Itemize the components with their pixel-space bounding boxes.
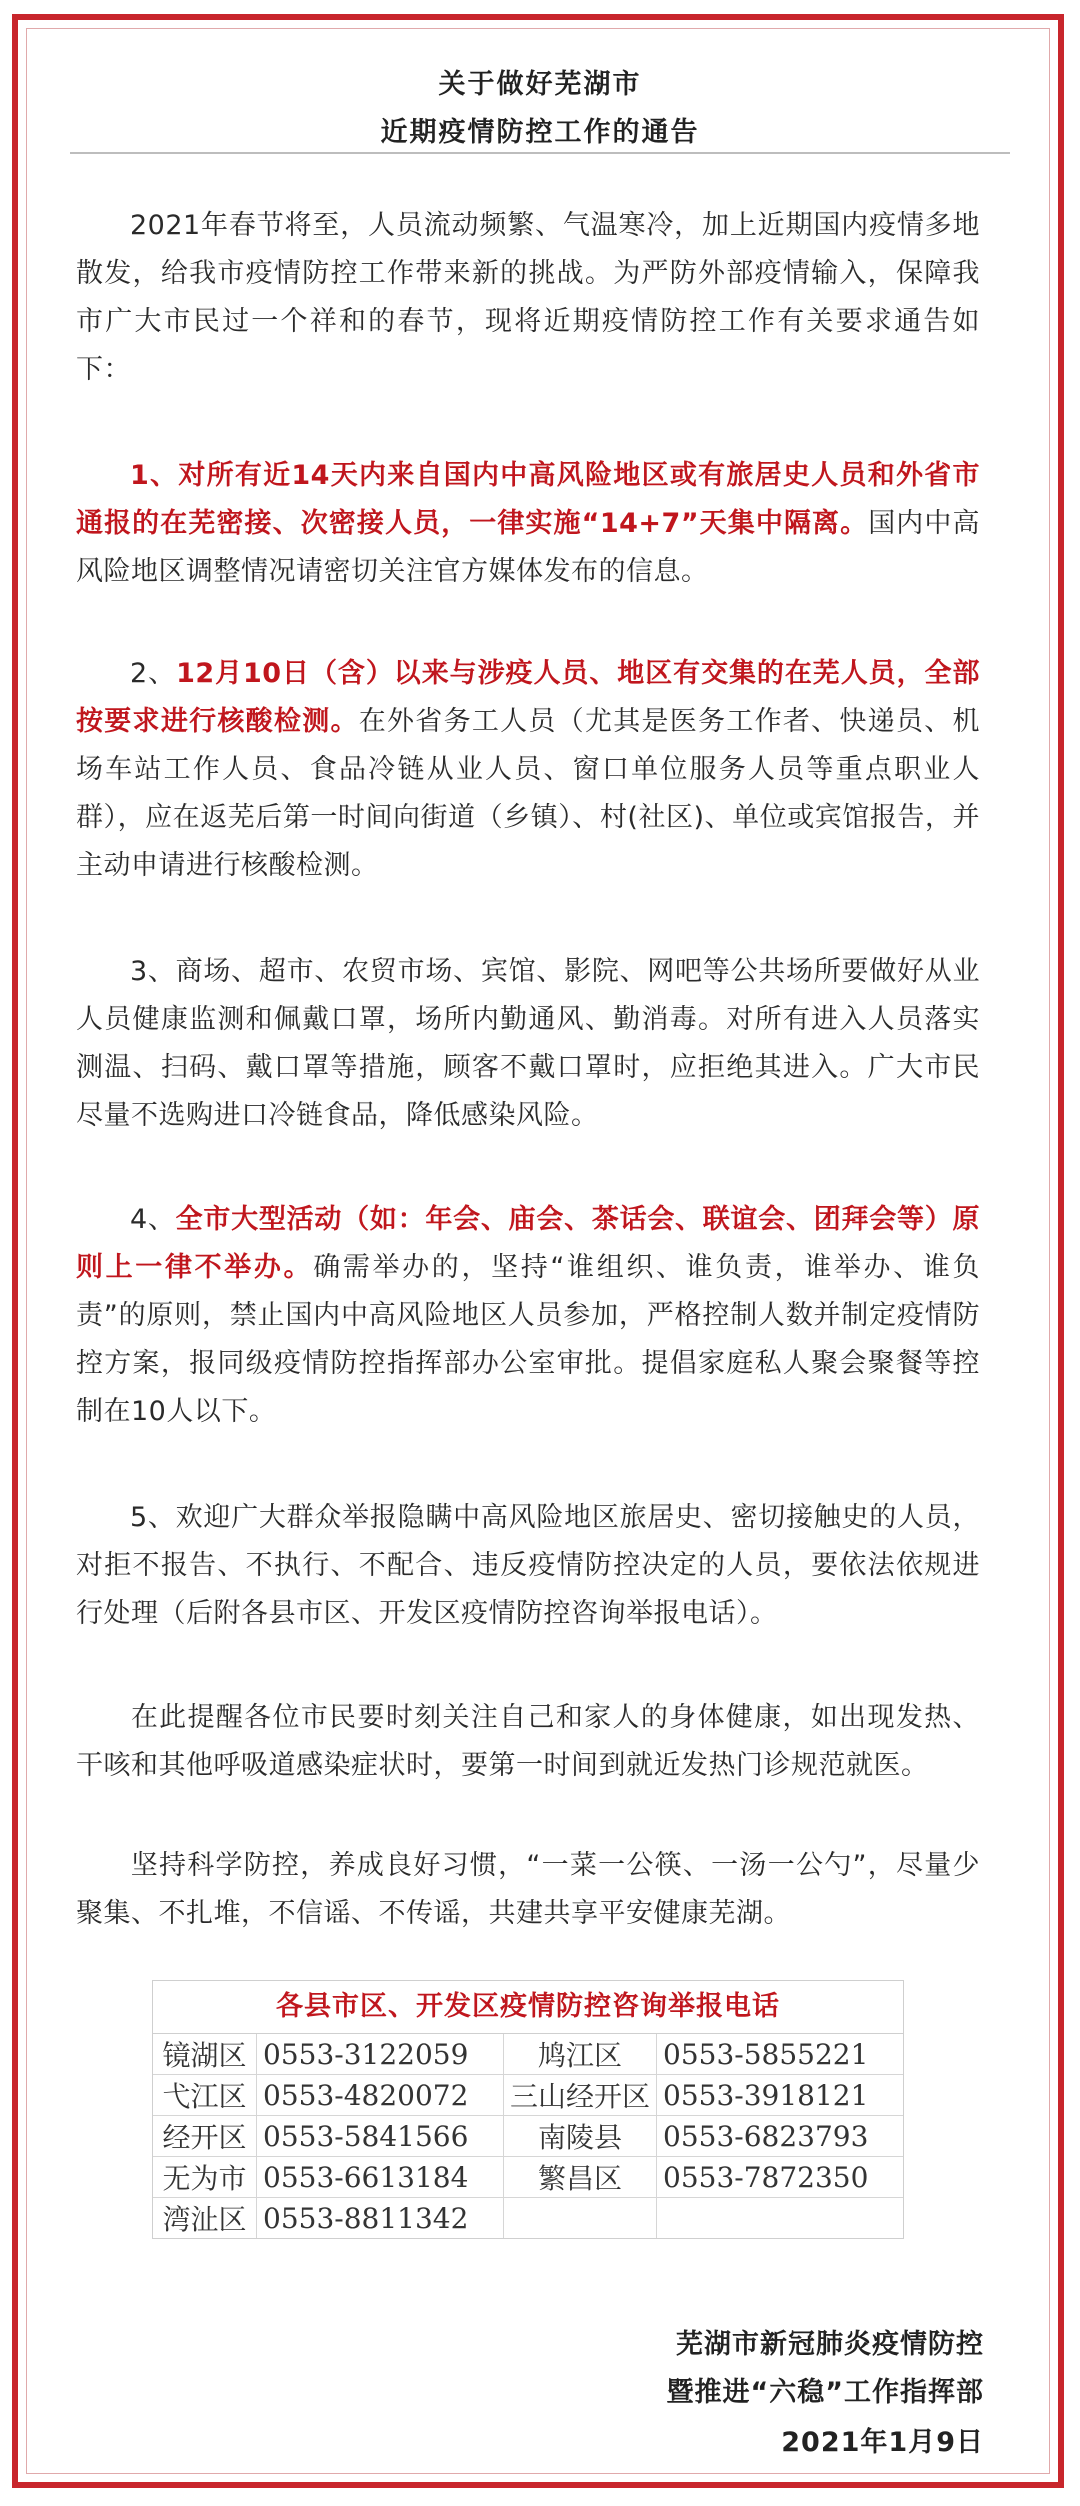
notice-title-line1: 关于做好芜湖市 bbox=[438, 69, 642, 100]
item-2-paragraph bbox=[76, 650, 980, 890]
item-1-paragraph bbox=[76, 452, 980, 596]
hotline-row bbox=[153, 2198, 903, 2239]
hotline-area-cell: 南陵县 bbox=[503, 2116, 656, 2157]
hotline-area-cell: 无为市 bbox=[153, 2157, 257, 2198]
hotline-number-cell: 0553-5841566 bbox=[257, 2116, 504, 2157]
hotline-number-cell: 0553-6613184 bbox=[257, 2157, 504, 2198]
notice-title-line2: 近期疫情防控工作的通告 bbox=[380, 117, 700, 148]
item-5-paragraph bbox=[76, 1494, 980, 1638]
hotline-number-cell: 0553-5855221 bbox=[657, 2034, 904, 2075]
hotline-number-cell: 0553-3122059 bbox=[257, 2034, 504, 2075]
hotline-area-cell bbox=[503, 2198, 656, 2239]
issuer-line1: 芜湖市新冠肺炎疫情防控 bbox=[676, 2329, 984, 2360]
item-2-prefix: 2、 bbox=[130, 658, 177, 689]
hotline-table-box bbox=[152, 1980, 904, 2239]
item-1-emphasis: 1、对所有近14天内来自国内中高风险地区或有旅居史人员和外省市通报的在芜密接、次密接人员，一律实施“14+7”天集中隔离。 bbox=[76, 460, 980, 539]
hotline-number-cell bbox=[657, 2198, 904, 2239]
reminder-text: 在此提醒各位市民要时刻关注自己和家人的身体健康，如出现发热、干咳和其他呼吸道感染症状时，要第一时间到就近发热门诊规范就医。 bbox=[76, 1702, 980, 1781]
hotline-area-cell: 镜湖区 bbox=[153, 2034, 257, 2075]
item-3-text: 3、商场、超市、农贸市场、宾馆、影院、网吧等公共场所要做好从业人员健康监测和佩戴口罩，场所内勤通风、勤消毒。对所有进入人员落实测温、扫码、戴口罩等措施，顾客不戴口罩时，应拒绝其进入。广大市民尽量不选购进口冷链食品，降低感染风险。 bbox=[76, 956, 980, 1131]
hotline-area-cell: 弋江区 bbox=[153, 2075, 257, 2116]
issue-date: 2021年1月9日 bbox=[781, 2427, 984, 2458]
issuer-line2: 暨推进“六稳”工作指挥部 bbox=[666, 2377, 984, 2408]
closing-text: 坚持科学防控，养成良好习惯，“一菜一公筷、一汤一公勺”，尽量少聚集、不扎堆，不信谣、不传谣，共建共享平安健康芜湖。 bbox=[76, 1850, 980, 1929]
title-divider bbox=[70, 152, 1010, 154]
hotline-row bbox=[153, 2116, 903, 2157]
intro-text: 2021年春节将至，人员流动频繁、气温寒冷，加上近期国内疫情多地散发，给我市疫情防控工作带来新的挑战。为严防外部疫情输入，保障我市广大市民过一个祥和的春节，现将近期疫情防控工作有关要求通告如下： bbox=[76, 210, 980, 385]
item-4-paragraph bbox=[76, 1196, 980, 1436]
hotline-area-cell: 湾沚区 bbox=[153, 2198, 257, 2239]
hotline-number-cell: 0553-3918121 bbox=[657, 2075, 904, 2116]
hotline-area-cell: 繁昌区 bbox=[503, 2157, 656, 2198]
intro-paragraph bbox=[76, 202, 980, 394]
item-4-prefix: 4、 bbox=[130, 1204, 176, 1235]
closing-paragraph bbox=[76, 1842, 980, 1938]
hotline-table-header: 各县市区、开发区疫情防控咨询举报电话 bbox=[153, 1981, 903, 2034]
hotline-number-cell: 0553-8811342 bbox=[257, 2198, 504, 2239]
item-2-emphasis: 12月10日（含）以来与涉疫人员、地区有交集的在芜人员，全部按要求进行核酸检测。 bbox=[76, 658, 980, 737]
item-2-text: 在外省务工人员（尤其是医务工作者、快递员、机场车站工作人员、食品冷链从业人员、窗口单位服务人员等重点职业人群），应在返芜后第一时间向街道（乡镇）、村(社区)、单位或宾馆报告，并主动申请进行核酸检测。 bbox=[76, 706, 981, 881]
item-4-emphasis: 全市大型活动（如：年会、庙会、茶话会、联谊会、团拜会等）原则上一律不举办。 bbox=[76, 1204, 980, 1283]
hotline-row bbox=[153, 2034, 903, 2075]
item-1-text: 国内中高风险地区调整情况请密切关注官方媒体发布的信息。 bbox=[76, 508, 980, 587]
item-3-paragraph bbox=[76, 948, 980, 1140]
hotline-table bbox=[153, 2034, 903, 2238]
hotline-area-cell: 三山经开区 bbox=[503, 2075, 656, 2116]
item-5-text: 5、欢迎广大群众举报隐瞒中高风险地区旅居史、密切接触史的人员，对拒不报告、不执行、不配合、违反疫情防控决定的人员，要依法依规进行处理（后附各县市区、开发区疫情防控咨询举报电话）。 bbox=[76, 1502, 980, 1629]
hotline-row bbox=[153, 2157, 903, 2198]
reminder-paragraph bbox=[76, 1694, 980, 1790]
hotline-area-cell: 经开区 bbox=[153, 2116, 257, 2157]
hotline-number-cell: 0553-6823793 bbox=[657, 2116, 904, 2157]
hotline-row bbox=[153, 2075, 903, 2116]
item-4-text: 确需举办的，坚持“谁组织、谁负责，谁举办、谁负责”的原则，禁止国内中高风险地区人员参加，严格控制人数并制定疫情防控方案，报同级疫情防控指挥部办公室审批。提倡家庭私人聚会聚餐等控制在10人以下。 bbox=[76, 1252, 980, 1427]
hotline-number-cell: 0553-7872350 bbox=[657, 2157, 904, 2198]
hotline-number-cell: 0553-4820072 bbox=[257, 2075, 504, 2116]
hotline-area-cell: 鸠江区 bbox=[503, 2034, 656, 2075]
